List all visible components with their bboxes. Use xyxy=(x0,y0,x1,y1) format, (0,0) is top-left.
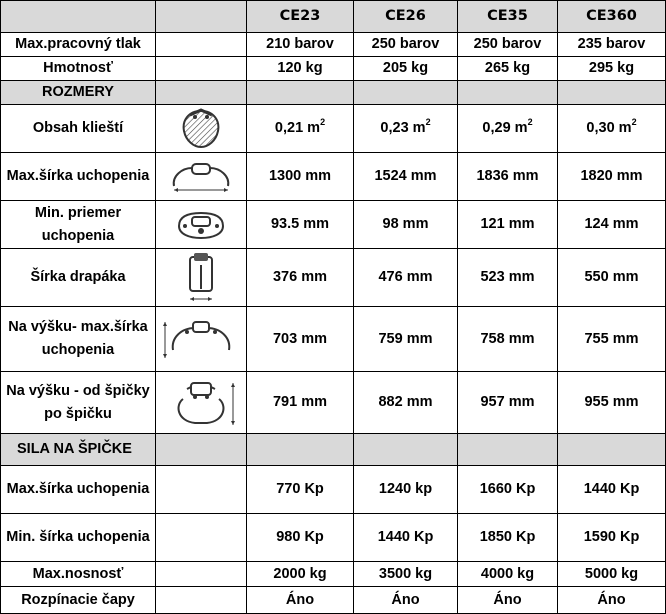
cell-value: 0,23 m xyxy=(380,120,426,136)
cell-value: 0,30 m xyxy=(586,120,632,136)
header-blank xyxy=(1,1,156,33)
table-row xyxy=(1,57,666,81)
table-cell: 121 mm xyxy=(458,201,558,249)
table-row xyxy=(1,307,666,372)
max-grip-width-icon xyxy=(168,160,234,194)
row-label: Šírka drapáka xyxy=(1,249,156,307)
model-header: CE35 xyxy=(458,1,558,33)
section-blank xyxy=(247,81,354,105)
table-cell: 703 mm xyxy=(247,307,354,372)
table-cell: 210 barov xyxy=(247,33,354,57)
table-cell: 1524 mm xyxy=(354,153,458,201)
row-label: Min. priemer uchopenia xyxy=(1,201,156,249)
table-cell: 550 mm xyxy=(558,249,666,307)
section-row xyxy=(1,81,666,105)
table-cell: 791 mm xyxy=(247,372,354,434)
icon-cell xyxy=(156,153,247,201)
section-blank xyxy=(354,434,458,466)
row-label: Max.šírka uchopenia xyxy=(1,466,156,514)
model-header: CE360 xyxy=(558,1,666,33)
section-blank xyxy=(156,81,247,105)
section-blank xyxy=(354,81,458,105)
table-cell: 5000 kg xyxy=(558,562,666,587)
table-cell: 1820 mm xyxy=(558,153,666,201)
table-cell: 265 kg xyxy=(458,57,558,81)
cell-value: 0,21 m xyxy=(274,120,321,136)
row-label: Min. šírka uchopenia xyxy=(1,514,156,562)
table-cell: Áno xyxy=(558,587,666,614)
table-cell: 250 barov xyxy=(458,33,558,57)
table-cell: 98 mm xyxy=(354,201,458,249)
table-cell: 1836 mm xyxy=(458,153,558,201)
table-cell: 523 mm xyxy=(458,249,558,307)
icon-cell xyxy=(156,587,247,614)
icon-cell xyxy=(156,466,247,514)
icon-cell xyxy=(156,33,247,57)
table-cell xyxy=(354,105,458,153)
section-blank xyxy=(247,434,354,466)
table-cell: 980 Kp xyxy=(247,514,354,562)
table-cell: 235 barov xyxy=(558,33,666,57)
table-cell xyxy=(558,105,666,153)
table-cell: 476 mm xyxy=(354,249,458,307)
table-cell xyxy=(247,105,354,153)
row-label: Rozpínacie čapy xyxy=(1,587,156,614)
table-cell: 1850 Kp xyxy=(458,514,558,562)
section-row xyxy=(1,434,666,466)
grapple-width-icon xyxy=(181,251,221,305)
table-row xyxy=(1,587,666,614)
table-cell: 295 kg xyxy=(558,57,666,81)
table-cell: 205 kg xyxy=(354,57,458,81)
table-cell: 2000 kg xyxy=(247,562,354,587)
model-header: CE23 xyxy=(247,1,354,33)
table-cell: 124 mm xyxy=(558,201,666,249)
table-cell: Áno xyxy=(458,587,558,614)
table-cell: Áno xyxy=(247,587,354,614)
section-title-sila: SILA NA ŠPIČKE xyxy=(1,434,156,466)
table-row xyxy=(1,33,666,57)
row-label: Max.šírka uchopenia xyxy=(1,153,156,201)
section-title-rozmery: ROZMERY xyxy=(1,81,156,105)
table-row xyxy=(1,372,666,434)
icon-cell xyxy=(156,562,247,587)
table-cell: 1240 kp xyxy=(354,466,458,514)
cell-value: 0,29 m xyxy=(482,120,528,136)
model-header: CE26 xyxy=(354,1,458,33)
icon-cell xyxy=(156,514,247,562)
unit-superscript: 2 xyxy=(320,117,326,128)
unit-superscript: 2 xyxy=(527,117,533,128)
table-cell xyxy=(458,105,558,153)
table-row xyxy=(1,562,666,587)
grapple-area-icon xyxy=(176,107,226,151)
table-cell: 1590 Kp xyxy=(558,514,666,562)
table-cell: 957 mm xyxy=(458,372,558,434)
icon-cell xyxy=(156,307,247,372)
table-row xyxy=(1,105,666,153)
row-label: Max.pracovný tlak xyxy=(1,33,156,57)
min-grip-diameter-icon xyxy=(173,208,229,242)
unit-superscript: 2 xyxy=(425,117,431,128)
row-label: Hmotnosť xyxy=(1,57,156,81)
table-cell: 758 mm xyxy=(458,307,558,372)
height-at-max-width-icon xyxy=(161,314,241,364)
section-blank xyxy=(458,434,558,466)
table-cell: 120 kg xyxy=(247,57,354,81)
table-cell: 4000 kg xyxy=(458,562,558,587)
section-blank xyxy=(458,81,558,105)
table-cell: 3500 kg xyxy=(354,562,458,587)
table-cell: 759 mm xyxy=(354,307,458,372)
table-cell: 755 mm xyxy=(558,307,666,372)
section-blank xyxy=(156,434,247,466)
table-cell: 250 barov xyxy=(354,33,458,57)
row-label: Na výšku - od špičky po špičku xyxy=(1,372,156,434)
table-row xyxy=(1,201,666,249)
header-row xyxy=(1,1,666,33)
header-blank xyxy=(156,1,247,33)
table-row xyxy=(1,514,666,562)
table-cell: 955 mm xyxy=(558,372,666,434)
table-row xyxy=(1,153,666,201)
table-cell: Áno xyxy=(354,587,458,614)
table-row xyxy=(1,249,666,307)
table-cell: 1660 Kp xyxy=(458,466,558,514)
icon-cell xyxy=(156,372,247,434)
height-tip-to-tip-icon xyxy=(163,375,239,431)
table-cell: 1440 Kp xyxy=(354,514,458,562)
table-cell: 93.5 mm xyxy=(247,201,354,249)
table-row xyxy=(1,466,666,514)
icon-cell xyxy=(156,57,247,81)
table-cell: 1440 Kp xyxy=(558,466,666,514)
section-blank xyxy=(558,81,666,105)
icon-cell xyxy=(156,249,247,307)
table-cell: 882 mm xyxy=(354,372,458,434)
section-blank xyxy=(558,434,666,466)
icon-cell xyxy=(156,201,247,249)
table-cell: 376 mm xyxy=(247,249,354,307)
row-label: Max.nosnosť xyxy=(1,562,156,587)
row-label: Obsah klieští xyxy=(1,105,156,153)
icon-cell xyxy=(156,105,247,153)
row-label: Na výšku- max.šírka uchopenia xyxy=(1,307,156,372)
table-cell: 770 Kp xyxy=(247,466,354,514)
table-cell: 1300 mm xyxy=(247,153,354,201)
unit-superscript: 2 xyxy=(631,117,637,128)
